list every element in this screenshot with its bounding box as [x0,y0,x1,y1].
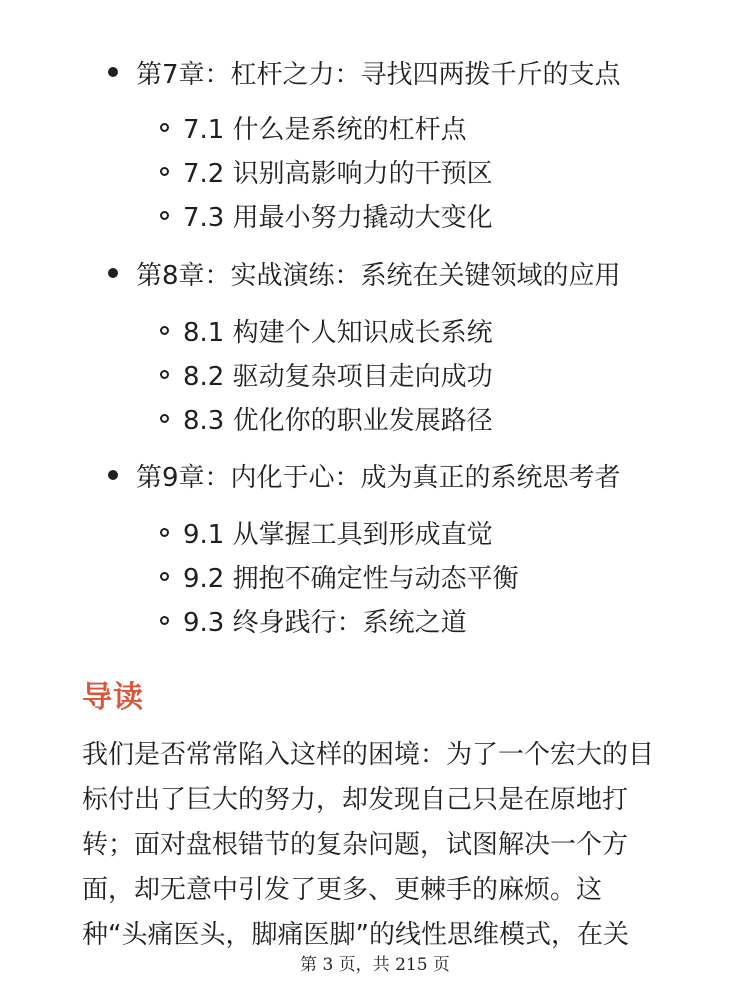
hollow-bullet-icon [160,414,169,423]
toc-section-8-2[interactable] [160,354,493,394]
toc-section-8-3[interactable] [160,398,493,438]
section-title: 9.3 终身践行：系统之道 [183,607,467,638]
toc-section-9-2[interactable] [160,556,519,596]
section-title: 8.2 驱动复杂项目走向成功 [183,361,493,392]
paragraph-line: 标付出了巨大的努力，却发现自己只是在原地打 [82,785,629,815]
page-number-footer: 第 3 页，共 215 页 [300,955,450,975]
toc-section-7-3[interactable] [160,195,493,235]
intro-paragraph [82,733,672,958]
section-title: 8.1 构建个人知识成长系统 [183,317,493,348]
section-title: 9.1 从掌握工具到形成直觉 [183,519,493,550]
chapter-title: 第9章：内化于心：成为真正的系统思考者 [136,462,621,493]
section-title: 9.2 拥抱不确定性与动态平衡 [183,563,519,594]
section-title: 7.2 识别高影响力的干预区 [183,158,493,189]
hollow-bullet-icon [160,572,169,581]
hollow-bullet-icon [160,326,169,335]
paragraph-line: 种“头痛医头，脚痛医脚”的线性思维模式，在关 [82,920,629,950]
intro-heading: 导读 [82,680,144,715]
section-title: 7.1 什么是系统的杠杆点 [183,114,467,145]
toc-section-7-1[interactable] [160,107,467,147]
hollow-bullet-icon [160,211,169,220]
paragraph-line: 面，却无意中引发了更多、更棘手的麻烦。这 [82,875,603,905]
toc-section-9-1[interactable] [160,512,493,552]
section-title: 8.3 优化你的职业发展路径 [183,405,493,436]
chapter-title: 第8章：实战演练：系统在关键领域的应用 [136,260,621,291]
toc-chapter-9[interactable] [108,455,621,495]
hollow-bullet-icon [160,123,169,132]
toc-chapter-8[interactable] [108,253,621,293]
toc-chapter-7[interactable] [108,52,621,92]
hollow-bullet-icon [160,167,169,176]
toc-section-7-2[interactable] [160,151,493,191]
hollow-bullet-icon [160,616,169,625]
hollow-bullet-icon [160,528,169,537]
toc-section-8-1[interactable] [160,310,493,350]
filled-bullet-icon [108,67,118,77]
paragraph-line: 转；面对盘根错节的复杂问题，试图解决一个方 [82,830,629,860]
paragraph-line: 我们是否常常陷入这样的困境：为了一个宏大的目 [82,740,655,770]
filled-bullet-icon [108,268,118,278]
hollow-bullet-icon [160,370,169,379]
section-title: 7.3 用最小努力撬动大变化 [183,202,493,233]
filled-bullet-icon [108,470,118,480]
toc-section-9-3[interactable] [160,600,467,640]
chapter-title: 第7章：杠杆之力：寻找四两拨千斤的支点 [136,59,621,90]
